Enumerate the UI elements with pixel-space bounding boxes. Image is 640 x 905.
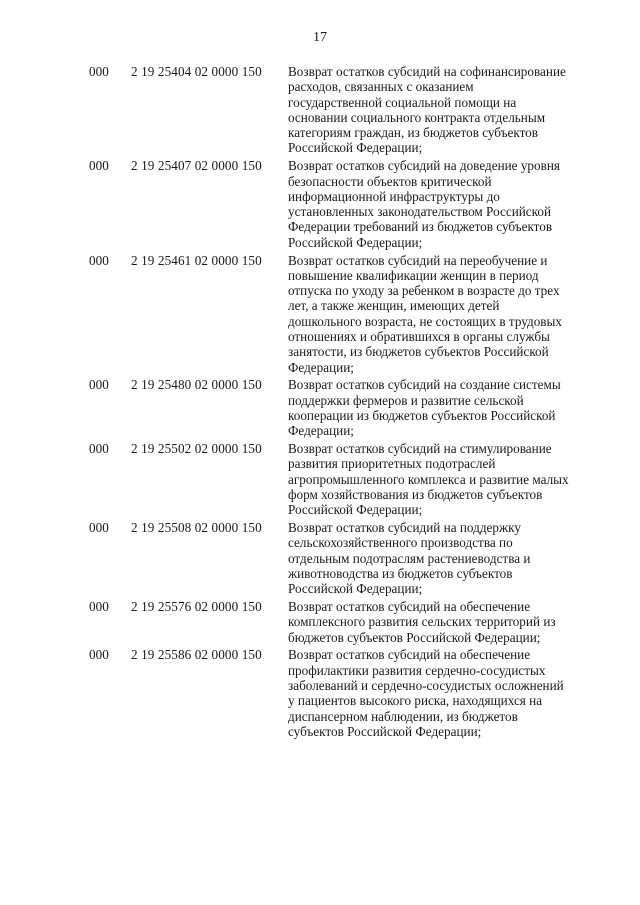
description-line: дошкольного возраста, не состоящих в трудовых bbox=[288, 313, 562, 329]
admin-code: 000 bbox=[89, 252, 109, 268]
description-line: безопасности объектов критической bbox=[288, 173, 492, 189]
description-line: государственной социальной помощи на bbox=[288, 94, 517, 110]
description-line: субъектов Российской Федерации; bbox=[288, 723, 482, 739]
description-line: основании социального контракта отдельным bbox=[288, 109, 546, 125]
table-row bbox=[0, 253, 640, 375]
description-line: животноводства из бюджетов субъектов bbox=[288, 566, 513, 581]
description-line: развития приоритетных подотраслей bbox=[288, 456, 496, 472]
description-line: повышение квалификации женщин в период bbox=[288, 267, 539, 283]
description-line: Возврат остатков субсидий на создание системы bbox=[288, 377, 561, 393]
admin-code: 000 bbox=[89, 158, 109, 174]
admin-code: 000 bbox=[89, 520, 109, 536]
description-line: форм хозяйствования из бюджетов субъектов bbox=[288, 487, 543, 503]
description-line: Возврат остатков субсидий на софинансирование bbox=[288, 64, 566, 79]
description-line: Федерации; bbox=[288, 423, 354, 439]
table-row bbox=[0, 647, 640, 739]
table-row bbox=[0, 64, 640, 156]
description-line: Возврат остатков субсидий на переобучение и bbox=[288, 252, 548, 268]
description-line: сельскохозяйственного производства по bbox=[288, 535, 513, 551]
description-line: отношениях и обратившихся в органы службы bbox=[288, 329, 550, 345]
description-line: Возврат остатков субсидий на обеспечение bbox=[288, 599, 531, 615]
income-description bbox=[288, 647, 593, 739]
budget-classification-code: 2 19 25404 02 0000 150 bbox=[131, 64, 262, 79]
table-row bbox=[0, 441, 640, 517]
description-line: лет, а также женщин, имеющих детей bbox=[288, 298, 500, 314]
budget-classification-code: 2 19 25576 02 0000 150 bbox=[131, 599, 262, 615]
table-row bbox=[0, 158, 640, 250]
description-line: кооперации из бюджетов субъектов Российской bbox=[288, 408, 556, 424]
income-description bbox=[288, 64, 593, 156]
description-line: информационной инфраструктуры до bbox=[288, 188, 500, 204]
income-description bbox=[288, 377, 593, 438]
description-line: комплексного развития сельских территорий из bbox=[288, 614, 556, 630]
table-row bbox=[0, 599, 640, 645]
classification-table bbox=[0, 64, 640, 742]
income-description bbox=[288, 253, 593, 375]
page-number: 17 bbox=[313, 30, 327, 45]
income-description bbox=[288, 520, 593, 596]
description-line: Возврат остатков субсидий на доведение уровня bbox=[288, 158, 560, 174]
admin-code: 000 bbox=[89, 377, 109, 393]
description-line: бюджетов субъектов Российской Федерации; bbox=[288, 629, 541, 645]
description-line: у пациентов высокого риска, находящихся на bbox=[288, 693, 543, 709]
table-row bbox=[0, 377, 640, 438]
description-line: отдельным подотраслям растениеводства и bbox=[288, 550, 531, 566]
budget-classification-code: 2 19 25502 02 0000 150 bbox=[131, 441, 262, 457]
income-description bbox=[288, 599, 593, 645]
admin-code: 000 bbox=[89, 599, 109, 615]
description-line: Возврат остатков субсидий на стимулирование bbox=[288, 441, 552, 457]
description-line: занятости, из бюджетов субъектов Российской bbox=[288, 344, 549, 360]
admin-code: 000 bbox=[89, 647, 109, 663]
admin-code: 000 bbox=[89, 64, 109, 79]
income-description bbox=[288, 158, 593, 250]
budget-classification-code: 2 19 25586 02 0000 150 bbox=[131, 647, 262, 663]
description-line: агропромышленного комплекса и развитие малых bbox=[288, 471, 569, 487]
description-line: заболеваний и сердечно-сосудистых осложнений bbox=[288, 678, 564, 694]
description-line: Российской Федерации; bbox=[288, 140, 423, 156]
description-line: расходов, связанных с оказанием bbox=[288, 79, 474, 95]
budget-classification-code: 2 19 25407 02 0000 150 bbox=[131, 158, 262, 174]
budget-classification-code: 2 19 25508 02 0000 150 bbox=[131, 520, 262, 536]
description-line: установленных законодательством Российской bbox=[288, 204, 552, 220]
budget-classification-code: 2 19 25480 02 0000 150 bbox=[131, 377, 262, 393]
income-description bbox=[288, 441, 593, 517]
admin-code: 000 bbox=[89, 441, 109, 457]
description-line: профилактики развития сердечно-сосудистых bbox=[288, 662, 546, 678]
description-line: Возврат остатков субсидий на обеспечение bbox=[288, 647, 531, 663]
description-line: отпуска по уходу за ребенком в возрасте до трех bbox=[288, 283, 560, 299]
description-line: категориям граждан, из бюджетов субъектов bbox=[288, 125, 539, 141]
description-line: Российской Федерации; bbox=[288, 581, 423, 597]
table-row bbox=[0, 520, 640, 596]
description-line: Федерации; bbox=[288, 359, 354, 375]
budget-classification-code: 2 19 25461 02 0000 150 bbox=[131, 252, 262, 268]
description-line: поддержки фермеров и развитие сельской bbox=[288, 392, 524, 408]
description-line: Российской Федерации; bbox=[288, 234, 423, 250]
description-line: Российской Федерации; bbox=[288, 502, 423, 518]
description-line: диспансерном наблюдении, из бюджетов bbox=[288, 708, 518, 724]
description-line: Возврат остатков субсидий на поддержку bbox=[288, 520, 521, 536]
description-line: Федерации требований из бюджетов субъектов bbox=[288, 219, 553, 235]
